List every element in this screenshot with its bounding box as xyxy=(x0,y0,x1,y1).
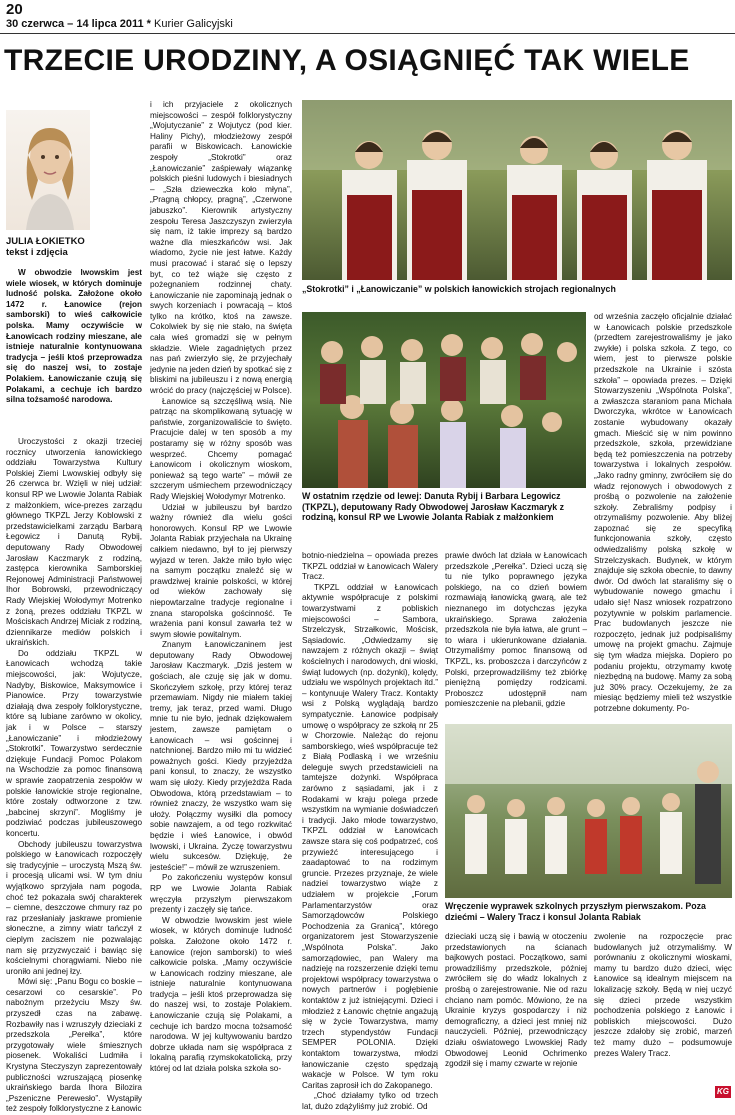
col1-paragraph: Obchody jubileuszu towarzystwa polskiego w Łanowicach rozpoczęły się tradycyjnie – uroczystą Mszą św. i procesją ulicami wsi. W tym dniu wyjątkowo sprzyjała nam pogoda, choć też pokazała swój charakterek – ciemne, deszczowe chmury raz po raz przesłaniały jaskrawe promienie słoneczne, a zimny wiatr tańczył z cieplym zaciszem nie pozwalając nam się przyzwyczaić i bawiąc się kościelnymi chorągwiami. Niebo nie uroniło ani jednej łzy. xyxy=(6,839,142,976)
column-5-bottom xyxy=(594,932,732,1082)
col1-paragraph: Uroczystości z okazji trzeciej rocznicy utworzenia łanowickiego oddziału Towarzystwa Kultury Polskiej Ziemi Lwowskiej odbyły się 26 czerwca br. Wzięli w niej udział: konsul RP we Lwowie Jolanta Rabiak z małżonkiem, wice-prezes zarządu głównego TKPZL Jerzy Koblowski z przedstawicielkami zarządu Barbarą Łegowicz i Danutą Rybij, deputowany Rady Obwodowej Jarosław Kaczmaryk z rodziną, zastępca kierownika Samborskiej Rejonowej Administracji Państwowej Ihor Bobrowski, przewodniczący Rady Wiejskiej Wołodymyr Motrenko z żoną, prezes oddziału TKPZL w Mościskach Andrzej Miciak z rodziną, dziennikarze mediów polskich i ukraińskich. xyxy=(6,437,142,648)
column-4-bottom xyxy=(445,932,587,1096)
author-role: tekst i zdjęcia xyxy=(6,247,68,258)
ensemble-illustration xyxy=(302,100,732,280)
col4b-paragraph: dzieciaki uczą się i bawią w otoczeniu przedstawionych na ścianach bajkowych postaci. Początkowo, sami prowadziliśmy przedszkole, później zwróciłem się do władz lokalnych z prośbą o zarejestrowanie. Nie od razu chciano nam pomóc. Mówiono, że na Ukrainie kryzys gospodarczy i niż demograficzny, a dzieci jest mniej niż nauczycieli. Później, przewodniczący działu oświatowego Lwowskiej Rady Obwodowej Leonid Ochrimenko zgodził się i mamy czwarte w rejonie xyxy=(445,932,587,1069)
author-portrait xyxy=(6,110,90,230)
col3-paragraph: „Choć działamy tylko od trzech lat, dużo zdążyliśmy już zrobić. Od xyxy=(302,1091,438,1111)
paper-logo: KG xyxy=(717,1087,729,1096)
lead-paragraph: W obwodzie lwowskim jest wiele wiosek, w których dominuje ludność polska. Założone około 1472 r. Łanowice (rejon samborski) to wieś całkowicie polska. Mamy oczywiście w Łanowicach rodziny mieszane, ale istnieje naturalnie kontynuowana tradycja – jeśli ktoś przeprowadza się do naszej wsi, to zostaje Polakiem. Łanowiczanie czują się Polakami, a cechuje ich bardzo silna tożsamość narodowa. xyxy=(6,268,142,405)
article-title: TRZECIE URODZINY, A OSIĄGNIĘĆ TAK WIELE xyxy=(4,44,690,77)
col5-paragraph: od września zaczęło oficjalnie działać w Łanowicach polskie przedszkole (przedtem zarejestrowaliśmy je jako zwykłe) i polska szkoła. Z tego, co wiem, jest to pierwsze polskie przedszkole na Ukrainie i szósta szkoła” – opowiada prezes. – Dzięki Stowarzyszeniu „Wspólnota Polska”, a zwłaszcza staraniom pana Michała Dworczyka, wkrótce w Łanowicach zostanie wybudowany okazały gmach. Mieścić się w nim powinno przedszkole, szkoła, przewidziane będą też pomieszczenia na potrzeby towarzystwa i lokalnych zespołów. „Jako radny gminny, zwróciłem się do władz rejonowych i obwodowych z prośbą o pozwolenie na założenie szkoły. Zebraliśmy podpisy i otrzymaliśmy pozwolenie. Aby bliżej zapoznać się ze specyfiką funkcjonowania szkoły, często odwiedzaliśmy polską szkołę w Strzelczyskach. Budynek, w którym znajduje się szkoła obecnie, to dawny dwór. Od dwóch lat staraliśmy się o wybudowanie nowego gmachu i udało się! Nasz wniosek rozpatrzono pozytywnie w polskim parlamencie. Prac budowlanych jeszcze nie rozpoczęto, jednak już podpisaliśmy umowę na projekt gmachu. Zajmuje się tym władza miejska. Dopiero po podaniu projektu, otrzymamy kwotę niezbędną na budowę. Mamy za sobą już 30% pracy. Oczekujemy, że za miesiąc będziemy mieli też wszystkie potrzebne dokumenty. Po- xyxy=(594,312,732,713)
col2-paragraph: Łanowice są szczęśliwą wsią. Nie patrząc na skomplikowaną sytuację w państwie, zorganizowaliście to święto. Pracujcie dalej w ten sposób a my postaramy się w różny sposób was wesprzeć. Chcemy pomagać Łanowicom i okolicznym wioskom, ponieważ są tego warte” – mówił ze szczerym uśmiechem przewodniczący Rady Wiejskiej Wołodymyr Motrenko. xyxy=(150,396,292,501)
column-2 xyxy=(150,100,292,1096)
page-number: 20 xyxy=(6,1,23,18)
gifts-illustration xyxy=(445,724,732,898)
column-4-top xyxy=(445,551,587,717)
col2-paragraph: Po zakończeniu występów konsul RP we Lwowie Jolanta Rabiak wręczyła przyszłym pierwszakom prezenty i zaczęły się tańce. xyxy=(150,873,292,915)
photo-caption-2: W ostatnim rzędzie od lewej: Danuta Rybij i Barbara Legowicz (TKPZL), deputowany Rady Obwodowej Jarosław Kaczmaryk z rodziną, konsul RP we Lwowie Jolanta Rabiak z małżonkiem xyxy=(302,491,565,522)
dateline-separator: * xyxy=(143,18,155,30)
col4-paragraph: prawie dwóch lat działa w Łanowicach przedszkole „Perełka”. Dzieci uczą się tu nie tylko poprawnego języka polskiego, na co dzień bowiem rozmawiają łanowicką gwarą, ale też nieznanego im dotychczas języka ukraińskiego. Sprawa założenia przedszkola nie była łatwa, ale grunt – to wiara i ukierunkowane działania. Otrzymaliśmy pomoc finansową od TKPZL, ks. proboszcza i darczyńców z Polski, przeprowadziliśmy też zbiórkę pieniężną pomiędzy rodzicami. Proboszcz udostępnił nam pomieszczenie na plebanii, gdzie xyxy=(445,551,587,709)
photo-caption-1: „Stokrotki” i „Łanowiczanie” w polskich łanowickich strojach regionalnych xyxy=(302,284,616,294)
author-name: JULIA ŁOKIETKO xyxy=(6,236,85,247)
col2-paragraph: i ich przyjaciele z okolicznych miejscowości – zespół folklorystyczny „Wojutyczanie” z Wojutycz (pod kier. Haliny Pichy), młodzieżowy zespół parafii w Biskowicach. Łanowickie zespoły „Stokrotki” oraz „Łanowiczanie” zaśpiewały wiązankę polskich pieśni ludowych i biesiadnych – „Szła dzieweczka koło młyna”, „Pragną chłopcy, pragną”, „Czerwone jabuszko”. Kierownik artystyczny zespołu Teresa Jaszczyszyn zwierzyła się nam, iż takie imprezy są bardzo ważne dla mieszkańców wsi. Jak wiadomo, życie nie jest łatwe. Każdy musi pracować i starać się o lepszy byt, co też wiąże się często z pożegnaniem rodzinnej chaty. Łanowiczanie nie zapominają jednak o swych korzeniach i powracają – ktoś tylko na krótko, ktoś na zawsze. Cokolwiek by się nie stało, na święta cała wieś gromadzi się w pełnym składzie. Wiele zagadniętych przez nas pań zwierzyło się, że przyjechały jedynie na jeden dzień by spotkać się z bliskimi na jubileuszu i z nową energią wrócić do pracy (najczęściej w Polsce). xyxy=(150,100,293,396)
column-5 xyxy=(594,312,732,720)
photo-caption-3: Wręczenie wyprawek szkolnych przyszłym pierwszakom. Poza dziećmi – Walery Tracz i konsul Jolanta Rabiak xyxy=(445,901,706,922)
photo-school-gifts xyxy=(445,724,732,898)
header-rule xyxy=(0,33,735,34)
col2-paragraph: Udział w jubileuszu był bardzo ważny również dla wielu gości honorowych. Konsul RP we Lwowie Jolanta Rabiak przyjechała na Ukrainę całkiem niedawno, był to jej pierwszy wyjazd w teren. Jakże miło było więc na samym początku znaleźć się w prawdziwej krainie polskości, w której od wieków zachowały się niepowtarzalne tradycje regionalne i znana staropolska gościnność. Te wrażenia pani konsul zawarła też w swym słowie powitalnym. xyxy=(150,502,292,639)
photo-ensemble-singing xyxy=(302,100,732,280)
article-lead xyxy=(6,268,142,434)
col1-paragraph: Mówi się: „Panu Bogu co boskie – cesarzowi co cesarskie”. Po nabożnym przeżyciu Mszy św. przyszedł czas na zabawę. Rozbawiły nas i wzruszyły dzieciaki z przedszkola „Perełka”, które przygotowały wiele śmiesznych piosenek. Wokaliści Ludmiła i Krystyna Steczyszyn zaprezentowały publiczności wzruszającą piosenkę ukraińskiego barda Ihora Bilozira „Pszeniczne Perewesło”. Wystąpiły też zespoły folklorystyczne z Łanowic xyxy=(6,977,142,1114)
col2-paragraph: Znanym Łanowiczaninem jest deputowany Rady Obwodowej Jarosław Kaczmaryk. „Dziś jestem w gościach, ale czuję się jak w domu. Skończyłem szkołę, przy której teraz przemawiam. Nigdy nie miałem takiej tremy, jak teraz, przed wami. Długo mnie tu nie było, jednak dziękowałem jestem, zawsze pamiętam o Łanowicach – wsi gościnnej i natchnionej. Bardzo miło mi tu widzieć poważnych gości. Kiedy przyjeżdża pani konsul, to znaczy, że wszystko wam się ułoży. Kiedy przyjeżdża Rada Obwodowa, którą przedstawiam – to również znaczy, że wszystko wam się ułoży. Połączmy wysiłki dla pomocy sobie nawzajem, a od tego rozkwitać będzie i wieś Łanowice, i obwód lwowski, i Ukraina. Życzę towarzystwu wielu sukcesów. Dziękuję, że jesteście!” – mówił ze wzruszeniem. xyxy=(150,640,292,872)
col2-paragraph: W obwodzie lwowskim jest wiele wiosek, w których dominuje ludność polska. Założone około 1472 r. Łanowice (rejon samborski) to wieś całkowicie polska. „Mamy oczywiście w Łanowicach rodziny mieszane, ale istnieje naturalnie kontynuowana tradycja – jeśli ktoś przeprowadza się do naszej wsi, to zostaje Polakiem. Łanowiczanie czują się Polakami, a cechuje ich bardzo mocna tożsamość narodowa. W jej kultywowaniu bardzo dobrze układa nam się współpraca z lokalną parafią rzymskokatolicką, przy której od lat działa polska szkoła so- xyxy=(150,915,292,1074)
paper-name: Kurier Galicyjski xyxy=(154,18,233,30)
photo-guests-group xyxy=(302,312,586,488)
byline xyxy=(6,236,136,258)
column-3 xyxy=(302,551,438,1111)
col5b-paragraph: zwolenie na rozpoczęcie prac budowlanych już otrzymaliśmy. W porównaniu z okolicznymi wioskami, mamy tu bardzo dużo dzieci, więc Łanowice są idealnym miejscem na lokalizację szkoły. Będą w niej uczyć się dzieci przede wszystkim pochodzenia polskiego z Łanowic i pobliskich miejscowości. Dużo jeszcze zdałoby się zrobić, marzeń też mamy dużo – podsumowuje prezes Walery Tracz. xyxy=(594,932,732,1058)
guests-illustration xyxy=(302,312,586,488)
column-1 xyxy=(6,437,142,1114)
col3-paragraph: botnio-niedzielna – opowiada prezes TKPZL oddział w Łanowicach Walery Tracz. xyxy=(302,551,438,582)
col3-paragraph: TKPZL oddział w Łanowicach aktywnie współpracuje z polskimi towarzystwami z pobliskich miejscowości – Sambora, Strzelczysk, Strzałkowic, Mościsk, Sąsiadowic. „Odwiedzamy się nawzajem z różnych okazji – świąt kościelnych i narodowych, dni wioski, świąt ludowych (np. dożynki), kolędy, udziału we wspólnych projektach itd.” – kontynuuje Walery Tracz. Kontakty wsi z Polską wyglądają bardzo sympatycznie. Łanowice podpisały umowę o współpracy ze szkołą nr 25 w Chorzowie. Należąc do rejonu samborskiego, wieś współpracuje też z Białą Podlaską i we wrześniu deleguje swych przedstawicieli na tamtejsze dożynki. Współpraca zarówno z sąsiadami, jak i z Rodakami w kraju polega przede wszystkim na wymianie doświadczeń i tradycji. Jako młode towarzystwo, TKPZL oddział w Łanowicach zawsze stara się coś podpatrzeć, coś przywieźć interesującego i zaadaptować to na rodzimym gruncie. Przezes przyznaje, że wiele nadziei towarzystwo wiąże z udziałem w projekcie „Forum Parlamentarzystów oraz Samorządowców Polskiego Pochodzenia za Granicą”, którego organizatorem jest Stowarzyszenie „Wspólnota Polska”. Jako samorządowiec, pan Walery ma nadzieję na rozszerzenie dzięki temu projektowi współpracy towarzystwa o nowych partnerów i pogłębienie kontaktów z już istniejącymi. Dzieci i młodzież z Łanowic chętnie angażują się w życie Towarzystwa, mamy trzech stypendystów Fundacji SEMPER POLONIA. Dzięki kontaktom towarzystwa, młodzi łanowiczanie często spędzają wakacje w Polsce. W tym roku Caritas zaprosił ich do Zakopanego. xyxy=(302,582,438,1090)
portrait-illustration xyxy=(6,110,90,230)
dateline xyxy=(6,18,233,30)
col1-paragraph: Do oddziału TKPZL w Łanowicach wchodzą takie miejscowości, jak: Wojutycze, Nadyby, Biskowice, Maksymowice i Pianowice. Przy towarzystwie działają dwa zespoły folklorystyczne, które są lubiane zarówno w okolicy, jak i w Polsce – starszy „Łanowiczanie” i młodzieżowy „Stokrotki”. Towarzystwo serdecznie dziękuje Fundacji Pomoc Polakom na Wschodzie za pomoc finansową w sprawie zaopatrzenia zespołów w polskie łanowickie stroje regionalne, które zostały odtworzone z tzw. „babcinej skrzyni”. Mogliśmy je podziwiać podczas jubileuszowego koncertu. xyxy=(6,648,142,838)
issue-date: 30 czerwca – 14 lipca 2011 xyxy=(6,18,144,30)
